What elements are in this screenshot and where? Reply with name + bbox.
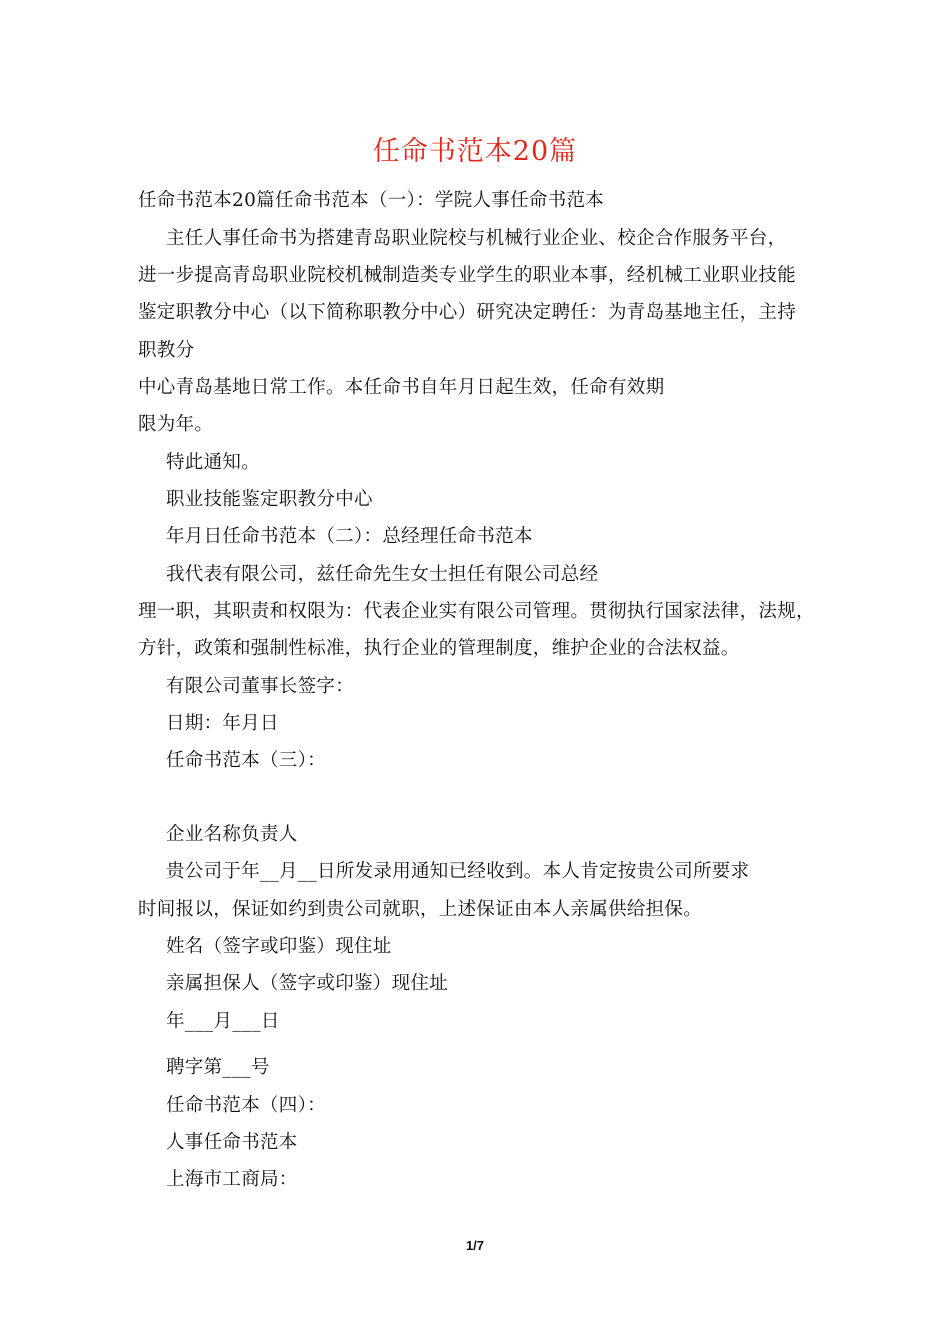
paragraph-line: 鉴定职教分中心（以下简称职教分中心）研究决定聘任：为青岛基地主任，主持 [138,302,797,323]
paragraph-line: 进一步提高青岛职业院校机械制造类专业学生的职业本事，经机械工业职业技能 [138,265,797,286]
paragraph-line: 任命书范本20篇任命书范本（一）：学院人事任命书范本 [138,190,605,211]
paragraph-line: 我代表有限公司，兹任命先生女士担任有限公司总经 [166,564,599,585]
paragraph-line: 姓名（签字或印鉴）现住址 [166,936,392,957]
paragraph-line: 职教分 [138,340,195,361]
paragraph-line: 上海市工商局： [166,1169,298,1190]
paragraph-line: 特此通知。 [166,452,261,473]
paragraph-line: 方针，政策和强制性标准，执行企业的管理制度，维护企业的合法权益。 [138,638,740,659]
paragraph-line: 有限公司董事长签字： [166,676,355,697]
paragraph-line: 中心青岛基地日常工作。本任命书自年月日起生效，任命有效期 [138,377,665,398]
page-number: 1/7 [465,1238,485,1253]
paragraph-line: 亲属担保人（签字或印鉴）现住址 [166,973,449,994]
paragraph-line: 任命书范本（四）： [166,1095,326,1116]
paragraph-line: 时间报以，保证如约到贵公司就职，上述保证由本人亲属供给担保。 [138,899,703,920]
paragraph-line: 聘字第___号 [166,1057,270,1078]
paragraph-line: 任命书范本（三）： [166,750,326,771]
paragraph-line: 日期：年月日 [166,713,279,734]
paragraph-line: 贵公司于年__月__日所发录用通知已经收到。本人肯定按贵公司所要求 [166,861,750,882]
paragraph-line: 限为年。 [138,414,214,435]
paragraph-line: 年月日任命书范本（二）：总经理任命书范本 [166,526,533,547]
document-title: 任命书范本20篇 [372,136,578,167]
paragraph-line: 主任人事任命书为搭建青岛职业院校与机械行业企业、校企合作服务平台， [166,228,787,249]
paragraph-line: 企业名称负责人 [166,824,298,845]
paragraph-line: 年___月___日 [166,1011,280,1032]
paragraph-line: 理一职，其职责和权限为：代表企业实有限公司管理。贯彻执行国家法律，法规， [138,601,815,622]
paragraph-line: 职业技能鉴定职教分中心 [166,489,373,510]
paragraph-line: 人事任命书范本 [166,1132,298,1153]
